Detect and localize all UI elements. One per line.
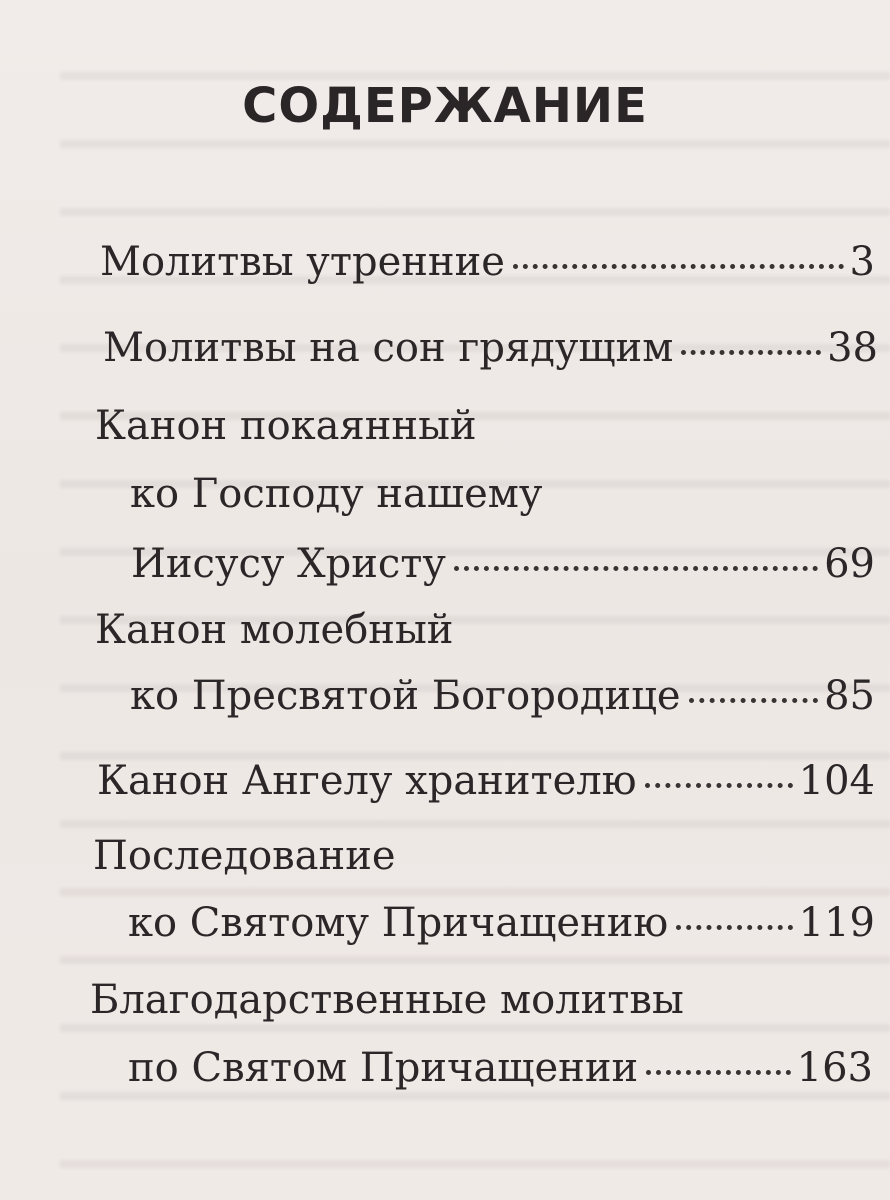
- dot-leader: [513, 264, 844, 269]
- toc-page-number: 85: [824, 673, 875, 719]
- toc-entry-subtitle: ко Святому Причащению: [128, 900, 669, 946]
- dot-leader: [681, 350, 821, 355]
- page-title: СОДЕРЖАНИЕ: [242, 78, 648, 134]
- toc-entry-subtitle: Иисусу Христу: [131, 541, 446, 587]
- toc-entry: [130, 670, 875, 722]
- toc-page-number: 119: [798, 900, 875, 946]
- dot-leader: [646, 1070, 791, 1075]
- toc-page-number: 38: [827, 325, 878, 371]
- toc-entry-title: Канон молебный: [95, 607, 454, 653]
- toc-entry-title: Молитвы на сон грядущим: [103, 325, 674, 371]
- toc-entry-subtitle: по Святом Причащении: [128, 1045, 639, 1091]
- toc-page-number: 3: [849, 239, 875, 285]
- toc-entry-title: Молитвы утренние: [100, 239, 505, 285]
- toc-entry-title: Канон покаянный: [95, 403, 477, 449]
- toc-page-number: 163: [796, 1045, 873, 1091]
- toc-entry-subtitle: ко Господу нашему: [130, 471, 543, 517]
- dot-leader: [454, 566, 818, 571]
- toc-entry-title: Благодарственные молитвы: [90, 977, 684, 1023]
- toc-entry: [103, 322, 878, 374]
- toc-entry: [128, 897, 875, 949]
- toc-entry-title: Канон Ангелу хранителю: [97, 758, 637, 804]
- toc-page-number: 69: [824, 541, 875, 587]
- toc-entry: [131, 538, 875, 590]
- toc-entry-subtitle: ко Пресвятой Богородице: [130, 673, 681, 719]
- dot-leader: [689, 698, 819, 703]
- dot-leader: [645, 783, 793, 788]
- dot-leader: [676, 925, 792, 930]
- toc-entry: [97, 755, 875, 807]
- toc-entry: [100, 236, 875, 288]
- toc-page-number: 104: [798, 758, 875, 804]
- toc-entry: [128, 1042, 873, 1094]
- toc-entry-title: Последование: [93, 833, 396, 879]
